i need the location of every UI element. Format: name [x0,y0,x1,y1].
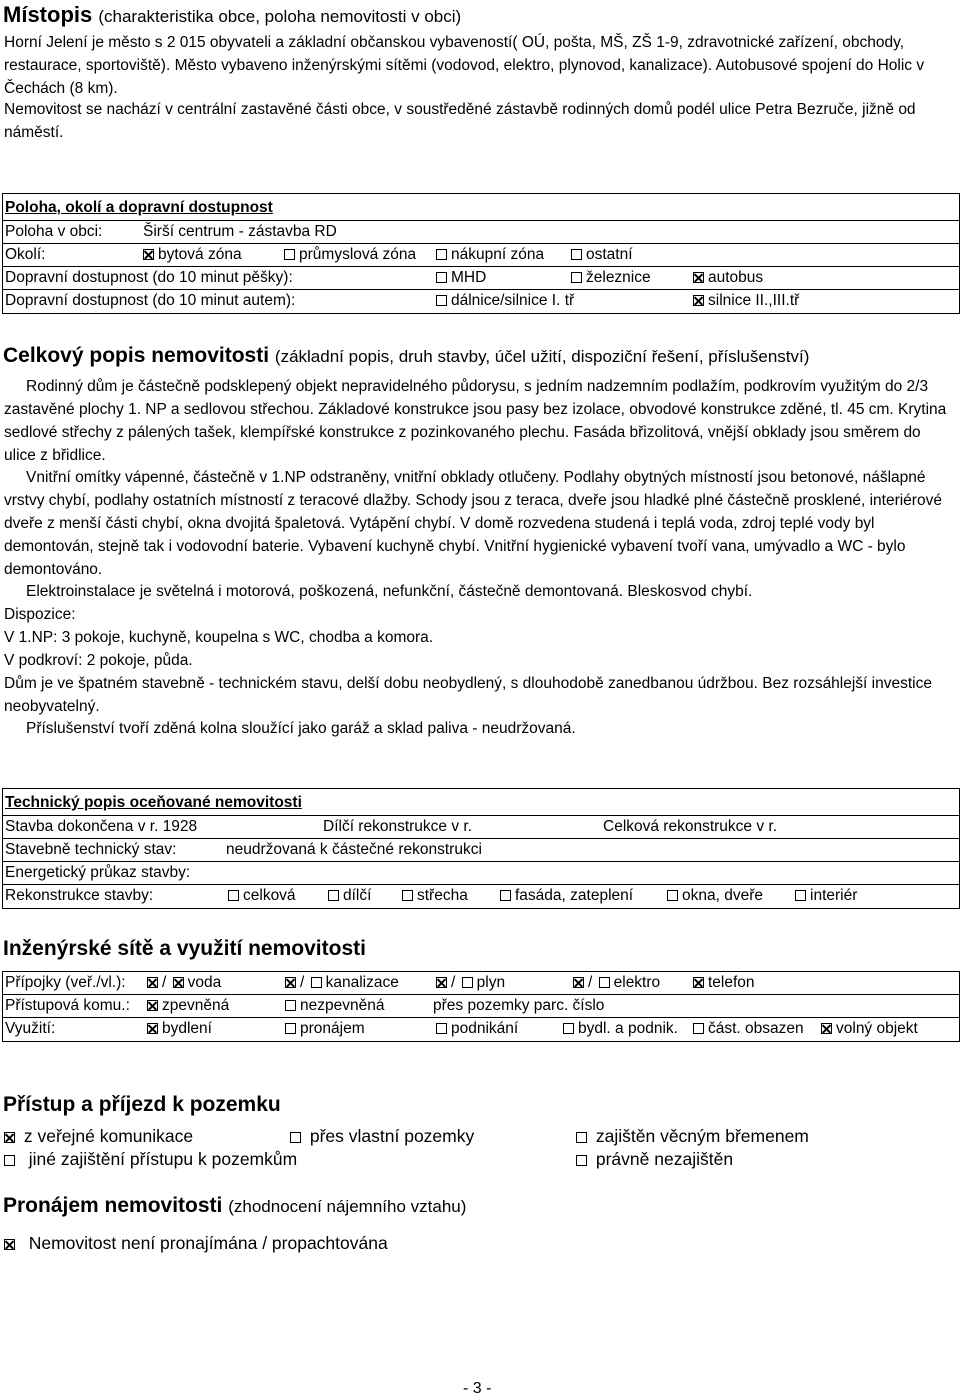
checkbox-empty-icon[interactable] [795,890,806,901]
poloha-value: Širší centrum - zástavba RD [143,223,337,240]
pristup-jine[interactable]: jiné zajištění přístupu k pozemkům [4,1149,297,1170]
vyuziti-label: Využití: [5,1020,56,1037]
checkbox-empty-icon[interactable] [667,890,678,901]
stav-value: neudržovaná k částečné rekonstrukci [226,841,482,858]
pristup-nezajisten[interactable]: právně nezajištěn [576,1149,733,1170]
technicky-header-row [3,789,959,816]
vyuziti-row [3,1018,959,1040]
pripojky-label: Přípojky (veř./vl.): [5,974,126,991]
pesky-mhd[interactable]: MHD [436,269,486,287]
popis-paragraph-8: Příslušenství tvoří zděná kolna sloužící jako garáž a sklad paliva - neudržovaná. [26,720,576,737]
okoli-nakupni[interactable]: nákupní zóna [436,246,544,264]
rekon-fasada[interactable]: fasáda, zateplení [500,887,633,905]
rekon-dilci[interactable]: dílčí [328,887,371,905]
rekon-label: Rekonstrukce stavby: [5,887,154,904]
checkbox-empty-icon[interactable] [599,977,610,988]
checkbox-checked-icon[interactable] [693,977,704,988]
checkbox-checked-icon[interactable] [147,1000,158,1011]
checkbox-empty-icon[interactable] [436,1023,447,1034]
stav-row [3,839,959,862]
pristup-verejna[interactable]: z veřejné komunikace [4,1126,193,1147]
komu-zpevnena[interactable]: zpevněná [147,997,229,1015]
pronajem-heading [3,1194,466,1218]
rekon-strecha[interactable]: střecha [402,887,468,905]
okoli-row [3,244,959,267]
komu-label: Přístupová komu.: [5,997,130,1014]
pesky-label: Dopravní dostupnost (do 10 minut pěšky): [5,269,293,286]
checkbox-empty-icon[interactable] [500,890,511,901]
okoli-prumyslova[interactable]: průmyslová zóna [284,246,416,264]
vyuziti-cast-obsazen[interactable]: část. obsazen [693,1020,804,1038]
checkbox-empty-icon[interactable] [436,295,447,306]
popis-paragraph-1: Rodinný dům je částečně podsklepený objekt nepravidelného půdorysu, s jedním nadzemním podlažím, podkrovím využitým do 2/3 zastavěné plochy 1. NP a sedlovou střechou. Základové konstrukce jsou pasy bez izolace, obvodové konstrukce zděné, tl. 45 cm. Krytina sedlové střechy z pálených tašek, klempířské konstrukce z pozinkovaného plechu. Fasáda břizolitová, vnější obklady jsou směrem do ulice z břidlice. [4,378,947,464]
pripojka-plyn[interactable]: / plyn [436,974,505,992]
checkbox-checked-icon[interactable] [4,1239,15,1250]
popis-subtitle: (základní popis, druh stavby, účel užití, dispoziční řešení, příslušenství) [274,347,810,366]
stav-label: Stavebně technický stav: [5,841,177,858]
okoli-bytova[interactable]: bytová zóna [143,246,242,264]
checkbox-empty-icon[interactable] [402,890,413,901]
rekon-interier[interactable]: interiér [795,887,857,905]
autem-dalnice[interactable]: dálnice/silnice I. tř [436,292,574,310]
site-table [2,971,960,1042]
komu-row [3,995,959,1018]
dokoncena-row [3,816,959,839]
checkbox-empty-icon[interactable] [436,249,447,260]
checkbox-empty-icon[interactable] [571,272,582,283]
popis-title: Celkový popis nemovitosti [3,344,270,367]
dilci-rekonstrukce: Dílčí rekonstrukce v r. [323,818,473,835]
popis-paragraph-5: V 1.NP: 3 pokoje, kuchyně, koupelna s WC, chodba a komora. [4,629,434,646]
autem-label: Dopravní dostupnost (do 10 minut autem): [5,292,296,309]
dokoncena: Stavba dokončena v r. 1928 [5,818,198,835]
pesky-row [3,267,959,290]
checkbox-empty-icon[interactable] [290,1132,301,1143]
okoli-label: Okolí: [5,246,46,263]
technicky-table [2,788,960,909]
checkbox-checked-icon[interactable] [173,977,184,988]
site-title: Inženýrské sítě a využití nemovitosti [3,937,366,960]
vyuziti-volny[interactable]: volný objekt [821,1020,918,1038]
pesky-zeleznice[interactable]: železnice [571,269,651,287]
checkbox-empty-icon[interactable] [285,1000,296,1011]
pripojka-voda[interactable]: / voda [147,974,221,992]
komu-nezpevnena[interactable]: nezpevněná [285,997,384,1015]
technicky-header: Technický popis oceňované nemovitosti [5,794,302,811]
checkbox-empty-icon[interactable] [436,272,447,283]
checkbox-empty-icon[interactable] [4,1155,15,1166]
vyuziti-bydleni[interactable]: bydlení [147,1020,212,1038]
checkbox-empty-icon[interactable] [284,249,295,260]
checkbox-checked-icon[interactable] [693,272,704,283]
autem-silnice[interactable]: silnice II.,III.tř [693,292,799,310]
vyuziti-bydl-podnik[interactable]: bydl. a podnik. [563,1020,678,1038]
popis-paragraph-7: Dům je ve špatném stavebně - technickém stavu, delší dobu neobydlený, s dlouhodobě zanedbanou údržbou. Bez rozsáhlejší investice neobyvatelný. [4,675,932,715]
prukaz-label: Energetický průkaz stavby: [5,864,191,881]
checkbox-empty-icon[interactable] [285,1023,296,1034]
checkbox-empty-icon[interactable] [462,977,473,988]
checkbox-empty-icon[interactable] [228,890,239,901]
checkbox-empty-icon[interactable] [328,890,339,901]
popis-heading [3,344,809,368]
checkbox-checked-icon[interactable] [573,977,584,988]
vyuziti-pronajem[interactable]: pronájem [285,1020,365,1038]
autem-row [3,290,959,312]
mistopis-title: Místopis [3,2,93,27]
mistopis-paragraph-1: Horní Jelení je město s 2 015 obyvateli a základní občanskou vybaveností( OÚ, pošta, MŠ, ZŠ 1-9, zdravotnické zařízení, obchody, restaurace, sportoviště). Město vybaveno inženýrskými sítěmi (vodovod, elektro, plynovod, kanalizace). Autobusové spojení do Holic v Čechách (8 km). [4,34,925,97]
checkbox-empty-icon[interactable] [576,1155,587,1166]
page-number: - 3 - [463,1380,492,1397]
poloha-label: Poloha v obci: [5,223,103,240]
checkbox-empty-icon[interactable] [311,977,322,988]
popis-paragraph-3: Elektroinstalace je světelná i motorová, poškozená, nefunkční, částečně demontovaná. Bleskosvod chybí. [26,583,753,600]
okoli-ostatni[interactable]: ostatní [571,246,633,264]
popis-paragraph-4: Dispozice: [4,606,76,623]
pristup-bremeno[interactable]: zajištěn věcným břemenem [576,1126,809,1147]
checkbox-checked-icon[interactable] [821,1023,832,1034]
pristup-vlastni[interactable]: přes vlastní pozemky [290,1126,474,1147]
checkbox-empty-icon[interactable] [693,1023,704,1034]
popis-paragraph-6: V podkroví: 2 pokoje, půda. [4,652,193,669]
pripojky-row [3,972,959,995]
pronajem-subtitle: (zhodnocení nájemního vztahu) [228,1197,467,1216]
rekon-row [3,885,959,907]
pristup-title: Přístup a příjezd k pozemku [3,1093,281,1116]
mistopis-subtitle: (charakteristika obce, poloha nemovitosti v obci) [98,7,462,26]
celkova-rekonstrukce: Celková rekonstrukce v r. [603,818,778,835]
poloha-row [3,221,959,244]
checkbox-checked-icon[interactable] [147,1023,158,1034]
checkbox-checked-icon[interactable] [436,977,447,988]
pronajem-item[interactable]: Nemovitost není pronajímána / propachtována [4,1233,388,1254]
checkbox-checked-icon[interactable] [4,1132,15,1143]
vyuziti-podnikani[interactable]: podnikání [436,1020,518,1038]
checkbox-empty-icon[interactable] [576,1132,587,1143]
komu-pres: přes pozemky parc. číslo [433,997,605,1014]
checkbox-checked-icon[interactable] [147,977,158,988]
poloha-header-row [3,194,959,221]
mistopis-heading [3,2,461,28]
checkbox-checked-icon[interactable] [285,977,296,988]
checkbox-checked-icon[interactable] [693,295,704,306]
pripojka-kanalizace[interactable]: / kanalizace [285,974,399,992]
prukaz-row [3,862,959,885]
poloha-table [2,193,960,314]
pronajem-title: Pronájem nemovitosti [3,1194,223,1217]
mistopis-paragraph-2: Nemovitost se nachází v centrální zastavěné části obce, v soustředěné zástavbě rodinných domů podél ulice Petra Bezruče, jižně od náměstí. [4,101,916,141]
pripojka-telefon[interactable]: telefon [693,974,755,992]
checkbox-empty-icon[interactable] [563,1023,574,1034]
checkbox-empty-icon[interactable] [571,249,582,260]
poloha-header: Poloha, okolí a dopravní dostupnost [5,199,273,216]
checkbox-checked-icon[interactable] [143,249,154,260]
rekon-okna[interactable]: okna, dveře [667,887,763,905]
popis-paragraph-2: Vnitřní omítky vápenné, částečně v 1.NP odstraněny, vnitřní obklady otlučeny. Podlahy obytných místností jsou betonové, nášlapné vrstvy chybí, podlahy ostatních místností z teracové dlažby. Schody jsou z teraca, dveře jsou hladké plné částečně prosklené, interiérové dveře z menší části chybí, okna dvojitá špaletová. Vytápění chybí. V domě rozvedena studená i teplá voda, zdroj teplé vody byl demontován, stejně tak i vodovodní baterie. Vybavení kuchyně chybí. Vnitřní hygienické vybavení tvoří vana, umývadlo a WC - bylo demontováno. [4,469,942,578]
pripojka-elektro[interactable]: / elektro [573,974,660,992]
pesky-autobus[interactable]: autobus [693,269,763,287]
rekon-celkova[interactable]: celková [228,887,296,905]
